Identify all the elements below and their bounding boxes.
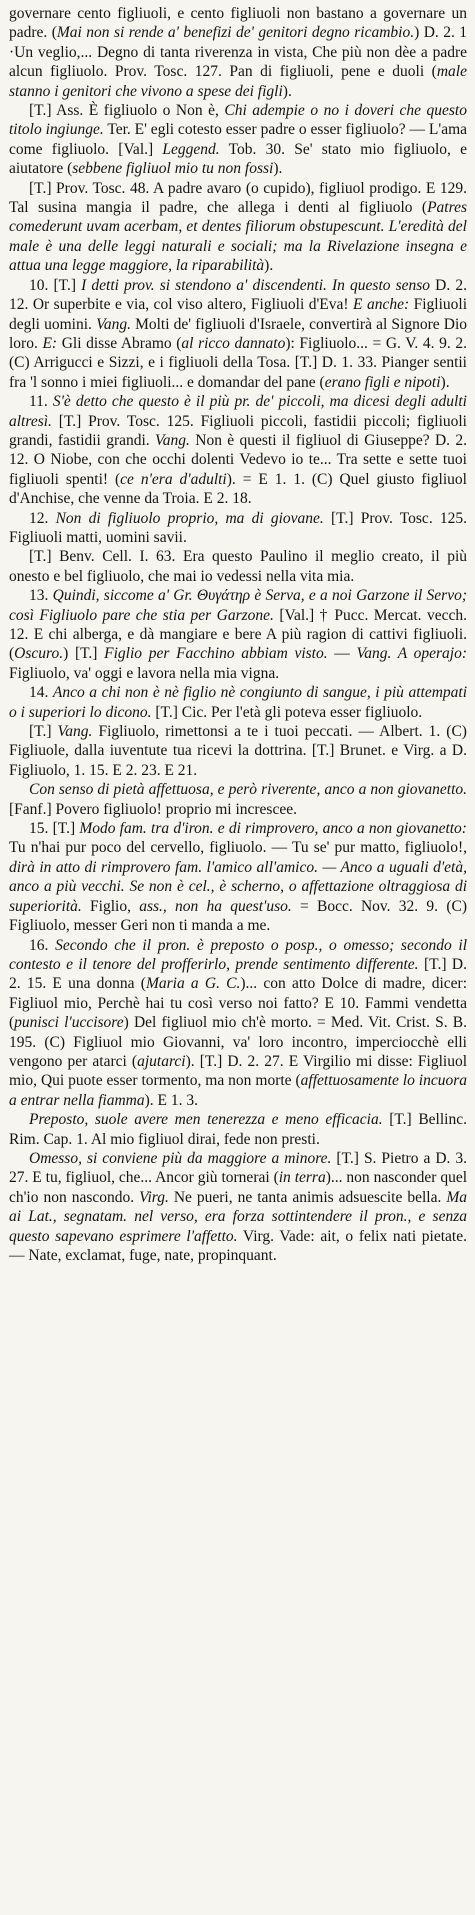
text-run: ) [T.] — [63, 645, 105, 663]
text-run: Figliuolo, rimettonsi a te i tuoi peccati. — Albert. 1. (C) Figliuole, dalla iuventute tua ricevi la dottrina. [T.] Brunet. e Virg. a D. Figliuolo, 1. 15. E 2. 23. E 21. — [9, 723, 467, 779]
text-run: D. 2. 12. Or superbite e via, col viso altero, Figliuoli d'Eva! — [9, 276, 467, 314]
entry-paragraph — [9, 4, 467, 101]
italic-text: Figlio per Facchino abbiam visto. — [104, 645, 328, 663]
entry-paragraph — [9, 392, 467, 508]
text-run: 11. — [29, 393, 53, 411]
text-run: )... non nasconder quel ch'io non nascondo. — [9, 1169, 468, 1206]
entry-paragraph — [9, 936, 467, 1111]
text-run: ). = E 1. 1. (C) Quel giusto figliuol d'Anchise, che venne da Troia. E 2. 18. — [9, 470, 467, 508]
italic-text: ajutarci — [137, 1052, 186, 1070]
italic-text: ass., non ha quest'uso. — [139, 897, 292, 915]
italic-text: Vang. — [57, 723, 93, 741]
italic-text: Chi adempie o no i doveri che questo titolo ingiunge. — [9, 102, 467, 139]
entry-paragraph — [9, 683, 467, 722]
entry-paragraph — [9, 819, 467, 935]
text-run: 10. [T.] — [29, 276, 82, 294]
text-run: ) Del figliuol mio ch'è morto. = Med. Vit. Crist. S. B. 195. (C) Figliuol mio Giovanni, va' loro incontro, imperciocchè elli vengono per atarci ( — [9, 1014, 467, 1070]
italic-text: Vang. A operajo: — [356, 645, 467, 663]
text-run: ). — [282, 82, 292, 100]
text-run: Figliuolo, va' oggi e lavora nella mia vigna. — [9, 664, 280, 682]
text-run: ). — [264, 257, 274, 275]
text-run: 13. — [29, 587, 53, 605]
text-run: [T.] Prov. Tosc. 125. Figliuoli matti, uomini savii. — [9, 509, 468, 546]
text-run: Ne pueri, ne tanta animis adsuescite bella. — [168, 1188, 447, 1206]
text-run: [T.] — [29, 723, 58, 741]
text-run: Tob. 30. Se' stato mio figliuolo, e aiutatore ( — [9, 140, 467, 178]
text-run: ) D. 2. 1 ·Un veglio,... Degno di tanta riverenza in vista, Che più non dèe a padre alcun figliuolo. Prov. Tosc. 127. Pan di figliuoli, pene e duoli ( — [9, 24, 467, 81]
italic-text: Ma ai Lat., segnatam. nel verso, era forza sottintendere il pron., e senza questo sapevano esprimere l'affetto. — [9, 1188, 467, 1245]
italic-text: affettuosamente lo incuora a entrar nella fiamma — [9, 1072, 468, 1109]
entry-paragraph — [9, 1149, 467, 1265]
text-run: [T.] D. 2. 15. E una donna ( — [9, 955, 467, 993]
entry-paragraph — [9, 276, 467, 392]
text-run: — — [327, 645, 357, 663]
italic-text: S'è detto che questo è il più pr. de' piccoli, ma dicesi degli adulti altresì. — [9, 393, 467, 430]
italic-text: al ricco dannato — [181, 334, 286, 352]
italic-text: sebbene figliuol mio tu non fossi — [72, 160, 274, 178]
italic-text: Leggend. — [162, 140, 220, 158]
entry-paragraph — [9, 509, 467, 548]
text-run: Molti de' figliuoli d'Israele, convertirà al Signore Dio loro. — [9, 315, 468, 352]
entry-paragraph — [9, 179, 467, 276]
italic-text: Virg. — [139, 1188, 169, 1206]
text-run: [T.] S. Pietro a D. 3. 27. E tu, figliuol, che... Ancor giù tornerai ( — [9, 1149, 468, 1187]
entry-paragraph — [9, 722, 467, 780]
text-run: [T.] Prov. Tosc. 125. Figliuoli piccoli, fastidii piccoli; figliuoli grandi, fastidii grandi. — [9, 412, 467, 449]
italic-text: Omesso, si conviene più da maggiore a minore. — [29, 1149, 332, 1167]
text-run: 14. — [29, 684, 53, 702]
text-run: ). E 1. 3. — [144, 1091, 199, 1109]
text-run: Figliuoli degli uomini. — [9, 296, 468, 333]
text-run: [T.] Ass. È figliuolo o Non è, — [29, 102, 225, 120]
text-run: Gli disse Abramo ( — [57, 334, 182, 352]
italic-text: Vang. — [96, 315, 131, 333]
italic-text: dirà in atto di rimprovero fam. l'amico all'amico. — Anco a uguali d'età, anco a più vecchi. Se non è cel., è scherno, o affettazione oltraggiosa di superiorità. — [9, 858, 467, 915]
italic-text: Con senso di pietà affettuosa, e però riverente, anco a non giovanetto. — [29, 781, 467, 799]
entry-paragraph — [9, 780, 467, 819]
text-run: = Bocc. Nov. 32. 9. (C) Figliuolo, messer Geri non ti manda a me. — [9, 897, 467, 935]
text-run: [Fanf.] Povero figliuolo! proprio mi increscee. — [9, 800, 297, 818]
text-run: [T.] Cic. Per l'età gli poteva esser figliuolo. — [151, 703, 423, 721]
text-run: Figlio, — [81, 897, 140, 915]
italic-text: Non di figliuolo proprio, ma di giovane. — [55, 509, 324, 527]
text-run: 12. — [29, 509, 56, 527]
text-run: 16. — [29, 936, 56, 954]
italic-text: E anche: — [353, 296, 410, 314]
italic-text: Oscuro. — [14, 645, 64, 663]
italic-text: Modo fam. tra d'iron. e di rimprovero, anco a non giovanetto: — [79, 820, 467, 838]
text-run: [T.] Bellinc. Rim. Cap. 1. Al mio figliuol dirai, fede non presti. — [9, 1111, 467, 1148]
text-run: )... con atto Dolce di madre, dicer: Figliuol mio, Perchè hai tu così verso noi fatto? E 10. Fammi vendetta ( — [9, 975, 467, 1032]
text-run: ): Figliuolo... = G. V. 4. 9. 2. (C) Arrigucci e Sizzi, e i figliuoli della Tosa. [T.] D. 1. 33. Pianger sentii fra 'l sonno i miei figliuoli... e domandar del pane ( — [9, 334, 467, 391]
text-run: Virg. Vade: ait, o felix nati pietate. — Nate, exclamat, fuge, nate, propinquant. — [9, 1227, 467, 1264]
text-run: ). [T.] D. 2. 27. E Virgilio mi disse: Figliuol mio, Qui puote esser tormento, ma non morte ( — [9, 1052, 467, 1090]
entry-paragraph — [9, 1110, 467, 1149]
text-run: [T.] Benv. Cell. I. 63. Era questo Paulino il meglio creato, il più onesto e bel figliuolo, che mai io vedessi nella vita mia. — [9, 548, 467, 585]
entry-paragraph — [9, 586, 467, 683]
italic-text: Vang. — [155, 431, 190, 449]
italic-text: Secondo che il pron. è preposto o posp., o omesso; secondo il contesto e il tenore del profferirlo, prende sentimento differente. — [9, 936, 467, 973]
entry-paragraph — [9, 101, 467, 179]
text-run: [T.] Prov. Tosc. 48. A padre avaro (o cupido), figliuol prodigo. E 129. Tal susina mangia il padre, che allega i denti al figliuolo ( — [9, 179, 467, 217]
italic-text: Quindi, siccome a' Gr. Θυγάτηρ è Serva, e a noi Garzone il Servo; così Figliuolo pare che stia per Garzone. — [9, 587, 468, 624]
text-run: ). — [273, 160, 283, 178]
italic-text: in terra — [278, 1169, 326, 1187]
italic-text: E: — [42, 334, 58, 352]
italic-text: Mai non si rende a' benefizi de' genitori degno ricambio. — [56, 24, 415, 42]
italic-text: male stanno i genitori che vivono a spese dei figli — [9, 63, 467, 100]
text-run: Ter. E' egli cotesto esser padre o esser figliuolo? — L'ama come figliuolo. [Val.] — [9, 121, 468, 158]
text-run: Tu n'hai pur poco del cervello, figliuolo. — Tu se' pur matto, figliuolo!, — [9, 839, 467, 857]
entry-paragraph — [9, 547, 467, 586]
italic-text: Anco a chi non è nè figlio nè congiunto di sangue, i più attempati o i superiori lo dicono. — [9, 684, 468, 721]
text-run: 15. [T.] — [29, 820, 80, 838]
text-run: ). — [440, 373, 450, 391]
italic-text: erano figli e nipoti — [324, 373, 441, 391]
italic-text: punisci l'uccisore — [14, 1014, 124, 1032]
italic-text: Preposto, suole avere men tenerezza e meno efficacia. — [29, 1111, 383, 1129]
italic-text: Patres comederunt uvam acerbam, et dentes filiorum obstupescunt. L'eredità del male è una delle leggi naturali e sociali; ma la Rivelazione insegna e attua una legge maggiore, la riparabilità — [9, 199, 467, 275]
italic-text: I detti prov. si stendono a' discendenti. In questo senso — [81, 276, 431, 294]
italic-text: ce n'era d'adulti — [120, 470, 227, 488]
text-run: Non è questi il figliuol di Giuseppe? D. 2. 12. O Niobe, con che occhi dolenti Vedevo io te... Tra sette e sette tuoi figliuoli spenti! ( — [9, 431, 467, 488]
italic-text: Maria a G. C. — [145, 975, 241, 993]
text-run: governare cento figliuoli, e cento figliuoli non bastano a governare un padre. ( — [9, 5, 467, 42]
text-run: [Val.] † Pucc. Mercat. vecch. 12. E chi alberga, e dà mangiare e bere A più ragion di cattivi figliuoli. ( — [9, 606, 467, 663]
